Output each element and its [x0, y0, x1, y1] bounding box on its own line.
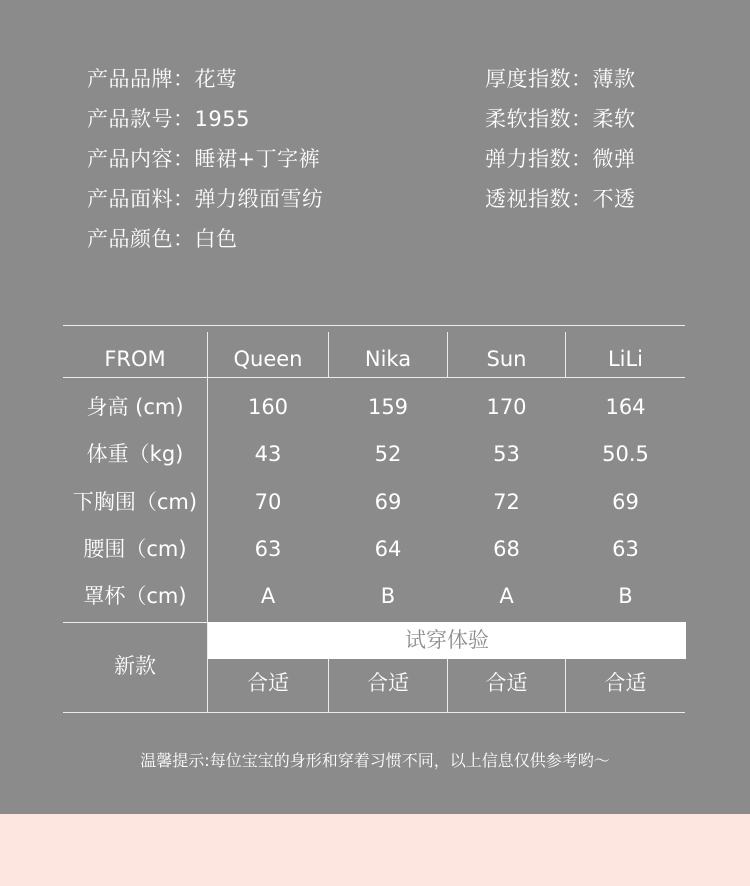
spec-style-number — [87, 106, 250, 132]
trial-row-label: 新款 — [114, 654, 156, 678]
spec-key: 产品款号 ： — [87, 107, 195, 131]
table-cell: 43 — [254, 442, 282, 466]
table-row-label: 腰围（cm) — [83, 537, 187, 561]
spec-fabric — [87, 186, 324, 212]
size-table — [63, 325, 685, 713]
spec-value: 睡裙+丁字裤 — [194, 147, 321, 171]
spec-value: 不透 — [592, 187, 636, 211]
spec-value: 微弹 — [592, 147, 636, 171]
trial-cell: 合适 — [485, 671, 528, 695]
spec-contents — [87, 146, 320, 172]
table-row-label: 下胸围（cm) — [72, 490, 198, 514]
table-cell: B — [380, 584, 396, 608]
spec-value: 1955 — [194, 107, 250, 131]
table-header-model: Sun — [486, 347, 527, 371]
table-cell: 50.5 — [602, 442, 649, 466]
table-header-from: FROM — [104, 347, 166, 371]
spec-transparency — [485, 186, 636, 212]
table-bottom-rule — [63, 712, 685, 713]
footer-band — [0, 814, 750, 886]
table-cell: A — [260, 584, 276, 608]
table-cell: B — [618, 584, 633, 608]
table-cell: 170 — [486, 395, 527, 419]
table-cell: A — [499, 584, 514, 608]
table-cell: 69 — [612, 490, 639, 514]
table-row-label: 体重（kg) — [86, 442, 184, 466]
spec-value: 花莺 — [194, 67, 238, 91]
spec-brand — [87, 66, 238, 92]
spec-value: 柔软 — [592, 107, 636, 131]
spec-key: 透视指数 ： — [485, 187, 593, 211]
table-row-label: 身高 (cm) — [86, 395, 184, 419]
trial-cell: 合适 — [367, 671, 409, 695]
spec-value: 白色 — [194, 227, 238, 251]
table-header-model: LiLi — [607, 347, 644, 371]
table-cell: 69 — [374, 490, 402, 514]
spec-key: 产品品牌 ： — [87, 67, 195, 91]
table-cell: 159 — [367, 395, 409, 419]
table-cell: 52 — [374, 442, 402, 466]
trial-cell: 合适 — [247, 671, 289, 695]
table-cell: 63 — [254, 537, 282, 561]
spec-key: 产品颜色 ： — [87, 227, 195, 251]
table-cell: 63 — [612, 537, 639, 561]
spec-elasticity — [485, 146, 636, 172]
spec-key: 产品内容 ： — [87, 147, 195, 171]
spec-value: 弹力缎面雪纺 — [194, 187, 324, 211]
table-cell: 70 — [254, 490, 282, 514]
table-cell: 53 — [493, 442, 520, 466]
fit-note: 温馨提示:每位宝宝的身形和穿着习惯不同，以上信息仅供参考哟～ — [140, 751, 610, 770]
table-row-label: 罩杯（cm) — [83, 584, 187, 608]
table-cell: 160 — [247, 395, 289, 419]
spec-value: 薄款 — [592, 67, 636, 91]
spec-color — [87, 226, 238, 252]
table-header-model: Nika — [364, 347, 412, 371]
table-top-rule — [63, 325, 685, 326]
table-header-rule — [63, 377, 685, 378]
spec-key: 弹力指数 ： — [485, 147, 593, 171]
spec-softness — [485, 106, 636, 132]
trial-cell: 合适 — [604, 671, 647, 695]
spec-key: 厚度指数 ： — [485, 67, 593, 91]
trial-header-title: 试穿体验 — [405, 628, 489, 652]
table-cell: 72 — [493, 490, 520, 514]
table-cell: 164 — [605, 395, 646, 419]
spec-key: 产品面料 ： — [87, 187, 195, 211]
table-cell: 64 — [374, 537, 402, 561]
table-header-model: Queen — [233, 347, 303, 371]
table-cell: 68 — [493, 537, 520, 561]
spec-thickness — [485, 66, 636, 92]
spec-key: 柔软指数 ： — [485, 107, 593, 131]
